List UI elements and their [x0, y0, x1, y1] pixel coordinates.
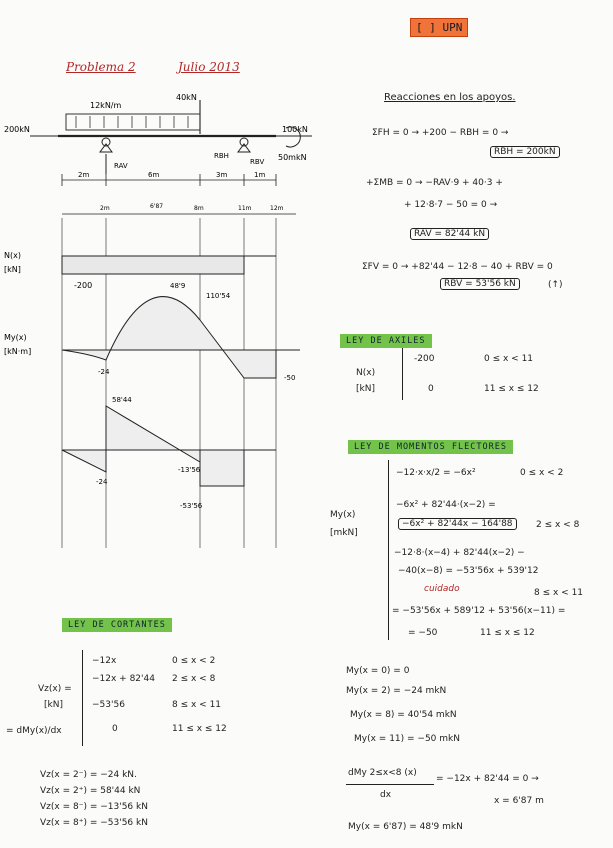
cortantes-eval: Vz(x = 2⁺) = 58'44 kN	[40, 786, 141, 796]
momentos-r1-range: 0 ≤ x < 2	[520, 468, 564, 478]
momentos-r4b: = −50	[408, 628, 438, 638]
momentos-heading: LEY DE MOMENTOS FLECTORES	[348, 440, 513, 454]
momentos-r3c: cuidado	[424, 584, 460, 594]
m-label: My(x)	[4, 333, 27, 342]
reaction-rbv: RBV = 53'56 kN	[440, 278, 520, 290]
span-label: 6m	[148, 171, 160, 179]
momentos-r1: −12·x·x/2 = −6x²	[396, 468, 476, 478]
n-label: N(x)	[4, 251, 21, 260]
cortantes-expr: −53'56	[92, 700, 125, 710]
reaction-rav: RAV = 82'44 kN	[410, 228, 489, 240]
v-pos: 58'44	[112, 396, 132, 404]
cortantes-expr: −12x + 82'44	[92, 674, 155, 684]
reactions-heading: Reacciones en los apoyos.	[384, 92, 516, 103]
n-unit: [kN]	[4, 265, 21, 274]
n-value: -200	[74, 281, 93, 290]
reaction-eq3: ΣFV = 0 → +82'44 − 12·8 − 40 + RBV = 0	[362, 262, 553, 272]
rbh-label: RBH	[214, 152, 229, 160]
axiles-expr: 0	[428, 384, 434, 394]
deriv-fraction-bar	[346, 784, 434, 785]
span-label: 1m	[254, 171, 266, 179]
v-neg1356: -13'56	[178, 466, 201, 474]
moment-eval: My(x = 8) = 40'54 mkN	[350, 710, 457, 720]
axis-mark: 2m	[100, 205, 110, 212]
moment-label: 50mkN	[278, 153, 307, 162]
momentos-r3-range: 8 ≤ x < 11	[534, 588, 584, 598]
momentos-r2-range: 2 ≤ x < 8	[536, 520, 580, 530]
beam-diagram	[0, 88, 320, 648]
m-neg50: -50	[284, 374, 296, 382]
v-neg5356: -53'56	[180, 502, 203, 510]
dist-load-label: 12kN/m	[90, 101, 122, 110]
axiles-heading: LEY DE AXILES	[340, 334, 432, 348]
axiles-unit: [kN]	[356, 384, 375, 394]
axiles-label: N(x)	[356, 368, 376, 378]
momentos-bracket	[388, 460, 389, 640]
momentos-unit: [mkN]	[330, 528, 358, 538]
cortantes-range: 11 ≤ x ≤ 12	[172, 724, 227, 734]
axis-mark: 8m	[194, 205, 204, 212]
problem-date: Julio 2013	[178, 60, 240, 74]
axis-mark: 6'87	[150, 203, 164, 210]
cortantes-bracket	[82, 650, 83, 746]
momentos-r3b: −40(x−8) = −53'56x + 539'12	[398, 566, 539, 576]
x-result: x = 6'87 m	[494, 796, 544, 806]
cortantes-range: 0 ≤ x < 2	[172, 656, 216, 666]
cortantes-range: 8 ≤ x < 11	[172, 700, 222, 710]
cortantes-unit: [kN]	[44, 700, 63, 710]
momentos-r2b: −6x² + 82'44x − 164'88	[398, 518, 517, 530]
v-neg24: -24	[96, 478, 108, 486]
deriv-denominator: dx	[380, 790, 392, 800]
momentos-r2: −6x² + 82'44·(x−2) =	[396, 500, 496, 510]
rbv-label: RBV	[250, 158, 265, 166]
reaction-rbv-note: (↑)	[548, 280, 563, 290]
momentos-r3: −12·8·(x−4) + 82'44(x−2) −	[394, 548, 525, 558]
cortantes-deriv: = dMy(x)/dx	[6, 726, 62, 736]
momentos-r4: = −53'56x + 589'12 + 53'56(x−11) =	[392, 606, 566, 616]
span-label: 3m	[216, 171, 228, 179]
cortantes-eval: Vz(x = 8⁻) = −13'56 kN	[40, 802, 148, 812]
axiles-expr: -200	[414, 354, 435, 364]
m-unit: [kN·m]	[4, 347, 32, 356]
cortantes-eval: Vz(x = 8⁺) = −53'56 kN	[40, 818, 148, 828]
cortantes-expr: −12x	[92, 656, 117, 666]
moment-eval: My(x = 0) = 0	[346, 666, 410, 676]
m-peak: 48'9	[170, 282, 186, 290]
span-label: 2m	[78, 171, 90, 179]
reaction-eq2: +ΣMB = 0 → −RAV·9 + 40·3 +	[366, 178, 503, 188]
cortantes-expr: 0	[112, 724, 118, 734]
moment-eval: My(x = 11) = −50 mkN	[354, 734, 460, 744]
axiles-range: 0 ≤ x < 11	[484, 354, 534, 364]
momentos-label: My(x)	[330, 510, 356, 520]
cortantes-label: Vz(x) =	[38, 684, 72, 694]
moment-final: My(x = 6'87) = 48'9 mkN	[348, 822, 463, 832]
axiles-bracket	[402, 348, 403, 400]
m-neg24: -24	[98, 368, 110, 376]
reaction-rbh: RBH = 200kN	[490, 146, 560, 158]
momentos-r4-range: 11 ≤ x ≤ 12	[480, 628, 535, 638]
upn-tag: [ ] UPN	[410, 18, 468, 37]
moment-eval: My(x = 2) = −24 mkN	[346, 686, 447, 696]
m-max: 110'54	[206, 292, 231, 300]
rav-label: RAV	[114, 162, 128, 170]
deriv-equation: = −12x + 82'44 = 0 →	[436, 774, 539, 784]
axiles-range: 11 ≤ x ≤ 12	[484, 384, 539, 394]
deriv-numerator: dMy 2≤x<8 (x)	[348, 768, 417, 778]
axial-right-label: 100kN	[282, 125, 308, 134]
cortantes-heading: LEY DE CORTANTES	[62, 618, 172, 632]
axis-mark: 11m	[238, 205, 252, 212]
cortantes-range: 2 ≤ x < 8	[172, 674, 216, 684]
reaction-eq2b: + 12·8·7 − 50 = 0 →	[404, 200, 498, 210]
point-load-label: 40kN	[176, 93, 197, 102]
cortantes-eval: Vz(x = 2⁻) = −24 kN.	[40, 770, 137, 780]
problem-title: Problema 2	[66, 60, 136, 74]
axial-left-label: 200kN	[4, 125, 30, 134]
axis-mark: 12m	[270, 205, 284, 212]
reaction-eq1: ΣFH = 0 → +200 − RBH = 0 →	[372, 128, 509, 138]
